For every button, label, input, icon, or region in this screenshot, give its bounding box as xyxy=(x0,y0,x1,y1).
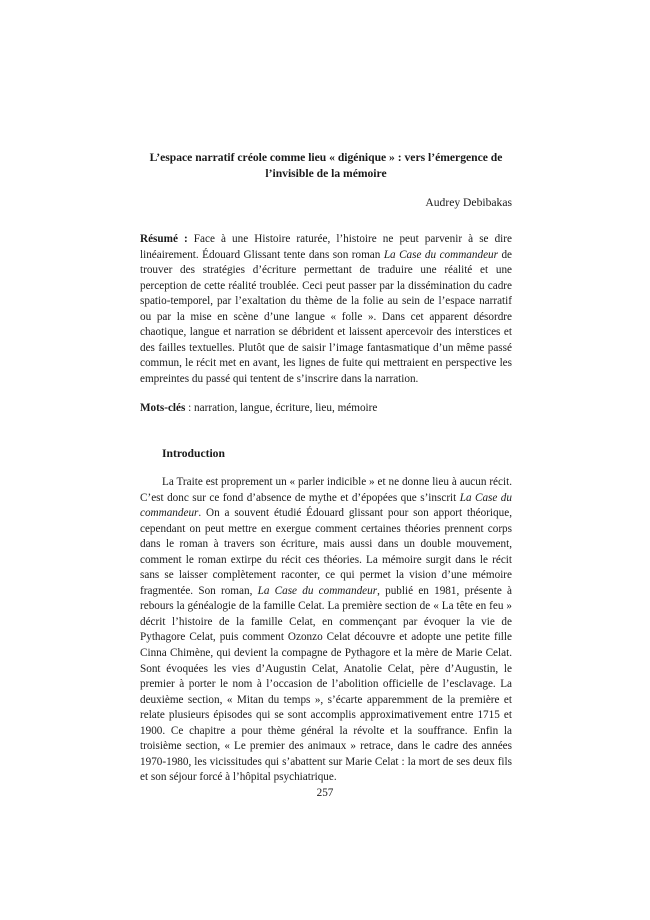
body-paragraph xyxy=(140,475,512,786)
body-novel-title-2: La Case du commandeur xyxy=(257,584,378,597)
title-line-2: l’invisible de la mémoire xyxy=(265,166,387,180)
title-line-1: L’espace narratif créole comme lieu « digénique » : vers l’émergence de xyxy=(149,151,503,164)
abstract-text-b: de trouver des stratégies d’écriture permettant de traduire une réalité et une perception de cette réalité troublée. Ceci peut passer par la dissémination du cadre spatio-temporel, par l’exaltation du thème de la folie au sein de l’espace narratif ou par la mise en scène d’une langue « folle ». Dans cet apparent désordre chaotique, langue et narration se débrident et laissent apercevoir des interstices et des failles textuelles. Plutôt que de saisir l’image fantasmatique d’un même passé commun, le récit met en avant, les lignes de fuite qui mettraient en perspective les empreintes du passé qui tentent de s’inscrire dans la narration. xyxy=(140,248,512,385)
keywords xyxy=(140,401,512,416)
body-text-b: . On a souvent étudié Édouard glissant pour son apport théorique, cependant on peut mettre en exergue comment certaines théories prennent corps dans le roman à travers son écriture, mais aussi dans un double mouvement, comment le roman extirpe du récit ces théories. La mémoire surgit dans le récit sans se laisser complètement raconter, ce qui permet la vision d’une mémoire fragmentée. Son roman, xyxy=(140,507,512,597)
body-text-a: La Traite est proprement un « parler indicible » et ne donne lieu à aucun récit. C’est donc sur ce fond d’absence de mythe et d’épopées que s’inscrit xyxy=(140,476,512,504)
keywords-text: : narration, langue, écriture, lieu, mémoire xyxy=(185,402,378,414)
abstract-novel-title: La Case du commandeur xyxy=(383,248,498,261)
abstract xyxy=(140,232,512,387)
abstract-text-a: Face à une Histoire raturée, l’histoire ne peut parvenir à se dire linéairement. Édouard Glissant tente dans son roman xyxy=(140,233,512,261)
abstract-label: Résumé : xyxy=(140,233,188,245)
page-number: 257 xyxy=(316,787,334,799)
author-name: Audrey Debibakas xyxy=(425,196,512,209)
section-heading: Introduction xyxy=(162,447,225,460)
content-block xyxy=(140,150,512,786)
article-title xyxy=(140,150,512,181)
keywords-label: Mots-clés xyxy=(140,402,186,414)
body-novel-title-1: La Case du commandeur xyxy=(140,491,512,520)
body-text-c: , publié en 1981, présente à rebours la généalogie de la famille Celat. La première section de « La tête en feu » décrit l’histoire de la famille Celat, en commençant par évoquer la vie de Pythagore Celat, puis comment Ozonzo Celat découvre et adopte une petite fille Cinna Chimène, qui devient la compagne de Pythagore et la mère de Marie Celat. Sont évoquées les vies d’Augustin Celat, Anatolie Celat, père d’Augustin, le premier à porter le nom à l’occasion de l’abolition officielle de l’esclavage. La deuxième section, « Mitan du temps », s’écarte apparemment de la première et relate plusieurs épisodes qui se sont accomplis approximativement entre 1715 et 1900. Ce chapitre a pour thème général la révolte et la souffrance. Enfin la troisième section, « Le premier des animaux » retrace, dans le cadre des années 1970-1980, les vicissitudes qui s’abattent sur Marie Celat : la mort de ses deux fils et son séjour forcé à l’hôpital psychiatrique. xyxy=(140,584,512,784)
